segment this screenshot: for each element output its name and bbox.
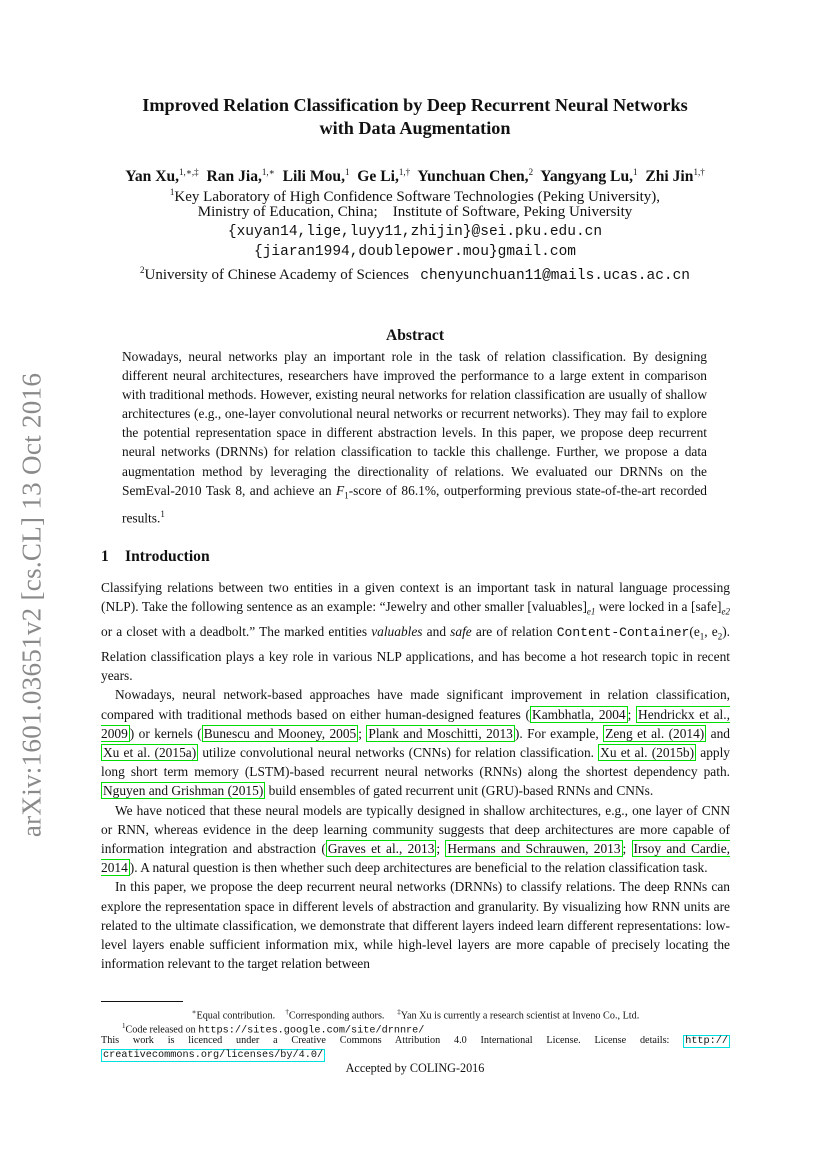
citation-link[interactable]: Bunescu and Mooney, 2005 xyxy=(203,725,357,741)
paragraph-1: Classifying relations between two entities in a given context is an important task in natural language processing (NLP). Take the following sentence as an example: “Jewelry and other smaller $[valuables]_{e1}$ were locked in a $[safe]_{e2}$ or a closet with a deadbolt.” The marked entities valuables and safe are of relation Content-$Container(e_1$, $e_2$). Relation classification plays a key role in various NLP applications, and has become a hot research topic in recent years. xyxy=(101,580,731,684)
footnote-line-1: ∗Equal contribution. †Corresponding authors. ‡Yan Xu is currently a research scientist at Inveno Co., Ltd. xyxy=(191,1008,640,1022)
paper-title xyxy=(100,94,730,140)
author: Ran Jia,$^{1,∗}$ xyxy=(206,167,275,186)
affiliation-1-line-2: Ministry of Education, China; Institute of Software, Peking University xyxy=(197,204,633,220)
citation-link[interactable]: Kambhatla, 2004 xyxy=(532,706,626,722)
citation-link[interactable]: Graves et al., 2013 xyxy=(327,840,435,856)
citation-link[interactable]: Zeng et al. (2014) xyxy=(605,725,705,741)
citation-link[interactable]: Irsoy and Cardie, 2014 xyxy=(101,840,730,876)
citation-link[interactable]: Hendrickx et al., 2009 xyxy=(101,706,730,741)
citation-link[interactable]: Xu et al. (2015b) xyxy=(600,744,695,760)
title-line-2: with Data Augmentation xyxy=(319,118,511,138)
page-footer: Accepted by COLING-2016 xyxy=(345,1061,485,1075)
author: Lili Mou,$^1$ xyxy=(282,167,350,186)
introduction-body xyxy=(101,578,730,973)
arxiv-side-stamp xyxy=(14,365,50,845)
section-heading-introduction: 1 Introduction xyxy=(101,548,210,565)
citation-link[interactable]: Nguyen and Grishman (2015) xyxy=(103,783,264,799)
license-footnote: This work is licenced under a Creative Commons Attribution 4.0 International License. License details: http:// xyxy=(101,1035,728,1047)
footnote-code-url: $^1$Code released on https://sites.google.com/site/drnnre/ xyxy=(122,1022,425,1037)
paragraph-4: In this paper, we propose the deep recurrent neural networks (DRNNs) to classify relations. The deep RNNs can explore the representation space in different levels of abstraction and granularity. By visualizing how RNN units are related to the ultimate classification, we demonstrate that different layers indeed learn different representations: low-level layers enable sufficient information mix, while high-level layers are more capable of precisely locating the information relevant to the target relation between xyxy=(101,879,730,972)
citation-link[interactable]: Plank and Moschitti, 2013 xyxy=(368,725,513,741)
author: Yunchuan Chen,$^2$ xyxy=(417,167,534,186)
arxiv-id-text: arXiv:1601.03651v2 [cs.CL] 13 Oct 2016 xyxy=(16,372,47,838)
email-line-2: {jiaran1994,doublepower.mou}gmail.com xyxy=(254,244,576,260)
license-url-link-cont[interactable]: creativecommons.org/licenses/by/4.0/ xyxy=(103,1050,324,1061)
author: Ge Li,$^{1,\dagger}$ xyxy=(357,167,411,186)
affiliation-2: $^2$University of Chinese Academy of Sciences chenyunchuan11@mails.ucas.ac.cn xyxy=(139,265,690,284)
paragraph-3: We have noticed that these neural models are typically designed in shallow architectures, e.g., one layer of CNN or RNN, whereas evidence in the deep learning community suggests that deep architectures are more capable of information integration and abstraction ( Graves et al., 2013 ; Hermans and Schrauwen, 2013 ; Irsoy and Cardie, 2014 ). A natural question is then whether such deep architectures are beneficial to the relation classification task. xyxy=(101,802,730,876)
code-url-link[interactable]: https://sites.google.com/site/drnnre/ xyxy=(198,1025,425,1037)
author: Yangyang Lu,$^1$ xyxy=(540,167,638,186)
abstract-body: Nowadays, neural networks play an important role in the task of relation classification. By designing different neural architectures, researchers have improved the performance to a large extent in comparison with traditional methods. However, existing neural networks for relation classification are usually of shallow architectures (e.g., one-layer convolutional neural networks or recurrent networks). They may fail to explore the potential representation space in different abstraction levels. In this paper, we propose deep recurrent neural networks (DRNNs) for relation classification to tackle this challenge. Further, we propose a data augmentation method by leveraging the directionality of relations. We evaluated our DRNNs on the SemEval-2010 Task 8, and achieve an $F_1$-score of 86.1%, outperforming previous state-of-the-art recorded results.$^1$ xyxy=(122,349,707,526)
license-url-link[interactable]: http:// xyxy=(685,1036,728,1047)
citation-link[interactable]: Hermans and Schrauwen, 2013 xyxy=(447,840,621,856)
author: Yan Xu,$^{1,∗,\ddagger}$ xyxy=(125,167,199,186)
email-line-1: {xuyan14,lige,luyy11,zhijin}@sei.pku.edu.cn xyxy=(227,224,603,240)
footnote-rule xyxy=(101,1001,183,1002)
citation-link[interactable]: Xu et al. (2015a) xyxy=(103,744,197,760)
title-line-1: Improved Relation Classification by Deep Recurrent Neural Networks xyxy=(142,95,688,115)
affiliation-1: $^1$Key Laboratory of High Confidence Software Technologies (Peking University), xyxy=(169,187,661,205)
author: Zhi Jin$^{1,\dagger}$ xyxy=(645,167,705,186)
abstract-heading: Abstract xyxy=(385,327,445,344)
paragraph-2: Nowadays, neural network-based approaches have made significant improvement in relation classification, compared with traditional methods based on either human-designed features ( Kambhatla, 2004 ; Hendrickx et al., 2009 ) or kernels ( Bunescu and Mooney, 2005 ; Plank and Moschitti, 2013 ). For example, Zeng et al. (2014) and Xu et al. (2015a) utilize convolutional neural networks (CNNs) for relation classification. Xu et al. (2015b) apply long short term memory (LSTM)-based recurrent neural networks (RNNs) along the shortest dependency path. Nguyen and Grishman (2015) build ensembles of gated recurrent unit (GRU)-based RNNs and CNNs. xyxy=(101,687,731,799)
